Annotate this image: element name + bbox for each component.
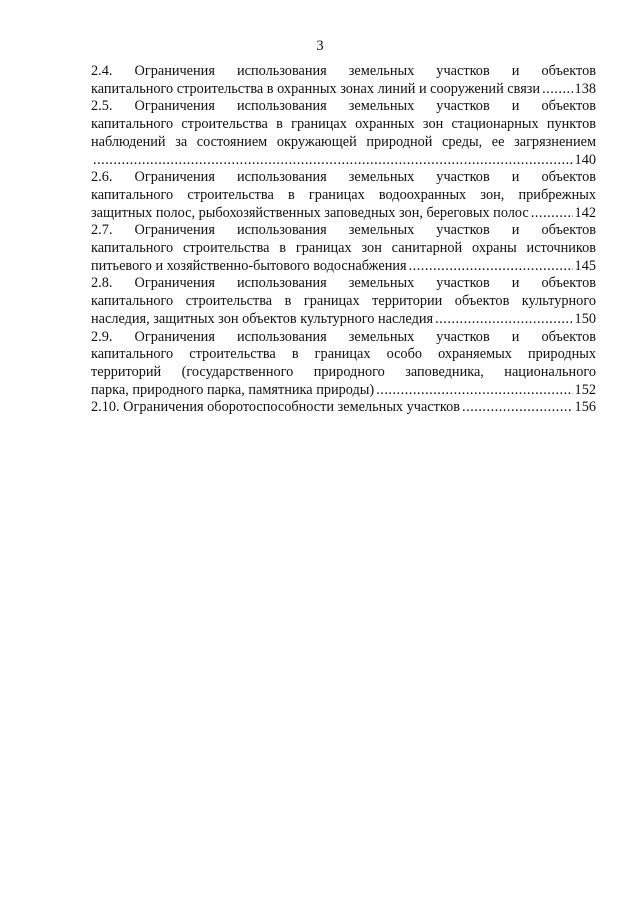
toc-entry-last-line: [91, 205, 596, 223]
toc-dot-leader: [542, 81, 572, 99]
toc-entry-last-text: защитных полос, рыбохозяйственных заповедных зон, береговых полос: [91, 204, 529, 221]
toc-entry-line: капитального строительства в границах водоохранных зон, прибрежных: [91, 186, 596, 203]
toc-entry-line: 2.9. Ограничения использования земельных участков и объектов: [91, 328, 596, 345]
toc-dot-leader: [93, 152, 573, 170]
toc-entry-last-text: капитального строительства в охранных зонах линий и сооружений связи: [91, 80, 541, 97]
toc-entry: [91, 222, 596, 275]
toc-page-number: 145: [574, 257, 596, 274]
toc-entry-last-line: [91, 382, 596, 400]
toc-page-number: 140: [574, 151, 596, 168]
toc-entry-line: 2.4. Ограничения использования земельных участков и объектов: [91, 63, 596, 79]
toc-entry-last-line: [91, 311, 596, 329]
toc-entry-line: 2.7. Ограничения использования земельных участков и объектов: [91, 222, 596, 239]
toc-dot-leader: [409, 258, 573, 276]
toc-entry-last-text: наследия, защитных зон объектов культурного наследия: [91, 310, 434, 327]
toc-page-number: 150: [574, 310, 596, 327]
toc-entry: [91, 98, 596, 169]
toc-dot-leader: [435, 311, 572, 329]
toc-page-number: 138: [574, 80, 596, 97]
toc-entry: [91, 169, 596, 222]
toc-entry-line: 2.8. Ограничения использования земельных участков и объектов: [91, 275, 596, 292]
toc-entry-line: 2.6. Ограничения использования земельных участков и объектов: [91, 169, 596, 186]
toc-entry-line: капитального строительства в границах охранных зон стационарных пунктов: [91, 116, 596, 133]
toc-entry: [91, 275, 596, 328]
toc-entry-last-line: [91, 152, 596, 170]
page-number: 3: [316, 38, 324, 54]
toc-entry-last-line: [91, 399, 596, 417]
toc-entry-line: капитального строительства в границах территории объектов культурного: [91, 293, 596, 310]
toc-entry: [91, 399, 596, 417]
toc-dot-leader: [531, 205, 573, 223]
toc-entry-line: 2.5. Ограничения использования земельных участков и объектов: [91, 98, 596, 115]
toc-entry: [91, 63, 596, 98]
table-of-contents: [91, 63, 596, 417]
toc-entry-line: наблюдений за состоянием окружающей природной среды, ее загрязнением: [91, 133, 596, 150]
toc-page-number: 142: [574, 204, 596, 221]
toc-page-number: 156: [574, 399, 596, 416]
toc-entry: [91, 329, 596, 400]
toc-entry-last-line: [91, 258, 596, 276]
toc-entry-last-text: парка, природного парка, памятника природы): [91, 381, 375, 398]
toc-entry-last-text: питьевого и хозяйственно-бытового водоснабжения: [91, 257, 407, 274]
toc-page-number: 152: [574, 381, 596, 398]
toc-entry-line: капитального строительства в границах зон санитарной охраны источников: [91, 240, 596, 257]
toc-entry-line: капитального строительства в границах особо охраняемых природных: [91, 346, 596, 363]
toc-dot-leader: [462, 399, 573, 417]
toc-dot-leader: [376, 382, 572, 400]
toc-entry-last-text: 2.10. Ограничения оборотоспособности земельных участков: [91, 399, 461, 416]
toc-entry-last-line: [91, 81, 596, 99]
toc-entry-line: территорий (государственного природного заповедника, национального: [91, 363, 596, 380]
